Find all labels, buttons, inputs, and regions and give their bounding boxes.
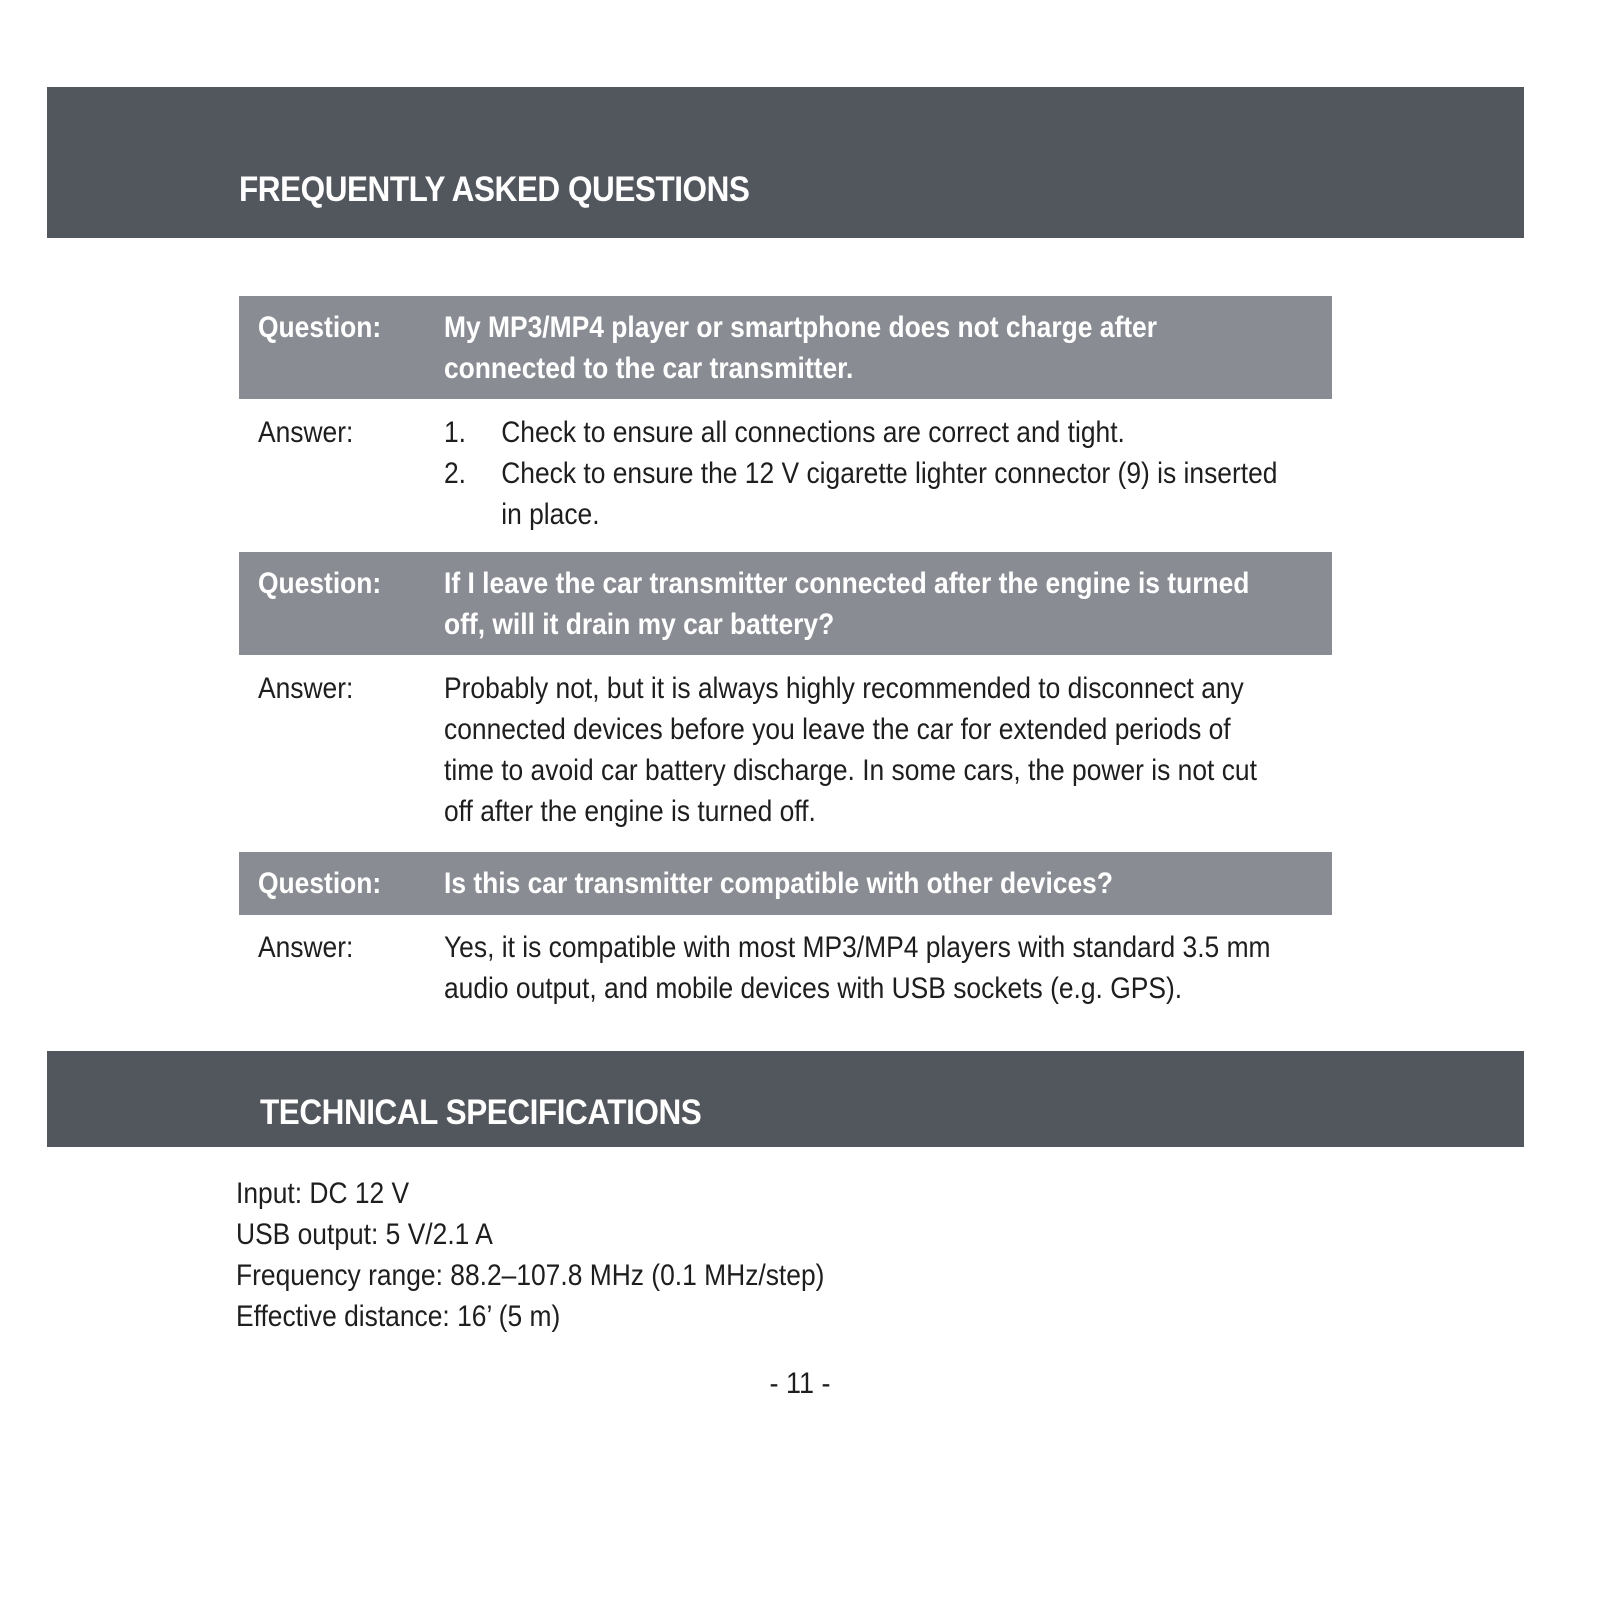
spec-input: Input: DC 12 V [236,1177,410,1210]
question-label: Question: [258,311,382,344]
faq-question-row [239,296,1332,399]
question-line: connected to the car transmitter. [444,352,854,385]
answer-list-item [444,453,1333,535]
answer-text [444,927,1333,1009]
question-text [444,863,1333,904]
answer-line: Yes, it is compatible with most MP3/MP4 players with standard 3.5 mm [444,931,1271,964]
answer-list [444,412,1333,535]
faq-answer-row [239,915,1349,1035]
answer-line: time to avoid car battery discharge. In some cars, the power is not cut [444,754,1257,787]
question-text [444,307,1333,389]
faq-answer-row [239,399,1349,549]
faq-question-row [239,552,1332,655]
answer-label: Answer: [258,931,354,964]
spec-frequency-range: Frequency range: 88.2–107.8 MHz (0.1 MHz/step) [236,1259,825,1292]
answer-text [444,668,1333,832]
list-number: 2. [444,457,467,490]
answer-line: Check to ensure all connections are correct and tight. [501,416,1125,449]
question-label: Question: [258,867,382,900]
question-label: Question: [258,567,382,600]
answer-label: Answer: [258,416,354,449]
answer-line: connected devices before you leave the car for extended periods of [444,713,1231,746]
specs-title: TECHNICAL SPECIFICATIONS [260,1093,702,1132]
answer-list-item [444,412,1333,453]
answer-label: Answer: [258,672,354,705]
spec-effective-distance: Effective distance: 16’ (5 m) [236,1300,561,1333]
answer-line: off after the engine is turned off. [444,795,816,828]
answer-line: Probably not, but it is always highly recommended to disconnect any [444,672,1244,705]
faq-section-header [47,87,1524,238]
answer-line: in place. [501,498,600,531]
specs-list [236,1173,824,1337]
page-number: - 11 - [769,1367,831,1400]
question-line: off, will it drain my car battery? [444,608,835,641]
question-text [444,563,1333,645]
question-line: Is this car transmitter compatible with other devices? [444,867,1113,900]
spec-usb-output: USB output: 5 V/2.1 A [236,1218,493,1251]
faq-answer-row [239,655,1349,850]
answer-line: audio output, and mobile devices with USB sockets (e.g. GPS). [444,972,1183,1005]
faq-question-row [239,852,1332,915]
specs-section-header [47,1051,1524,1147]
question-line: If I leave the car transmitter connected after the engine is turned [444,567,1250,600]
question-line: My MP3/MP4 player or smartphone does not charge after [444,311,1157,344]
answer-line: Check to ensure the 12 V cigarette lighter connector (9) is inserted [501,457,1278,490]
faq-title: FREQUENTLY ASKED QUESTIONS [239,170,750,209]
list-number: 1. [444,416,467,449]
